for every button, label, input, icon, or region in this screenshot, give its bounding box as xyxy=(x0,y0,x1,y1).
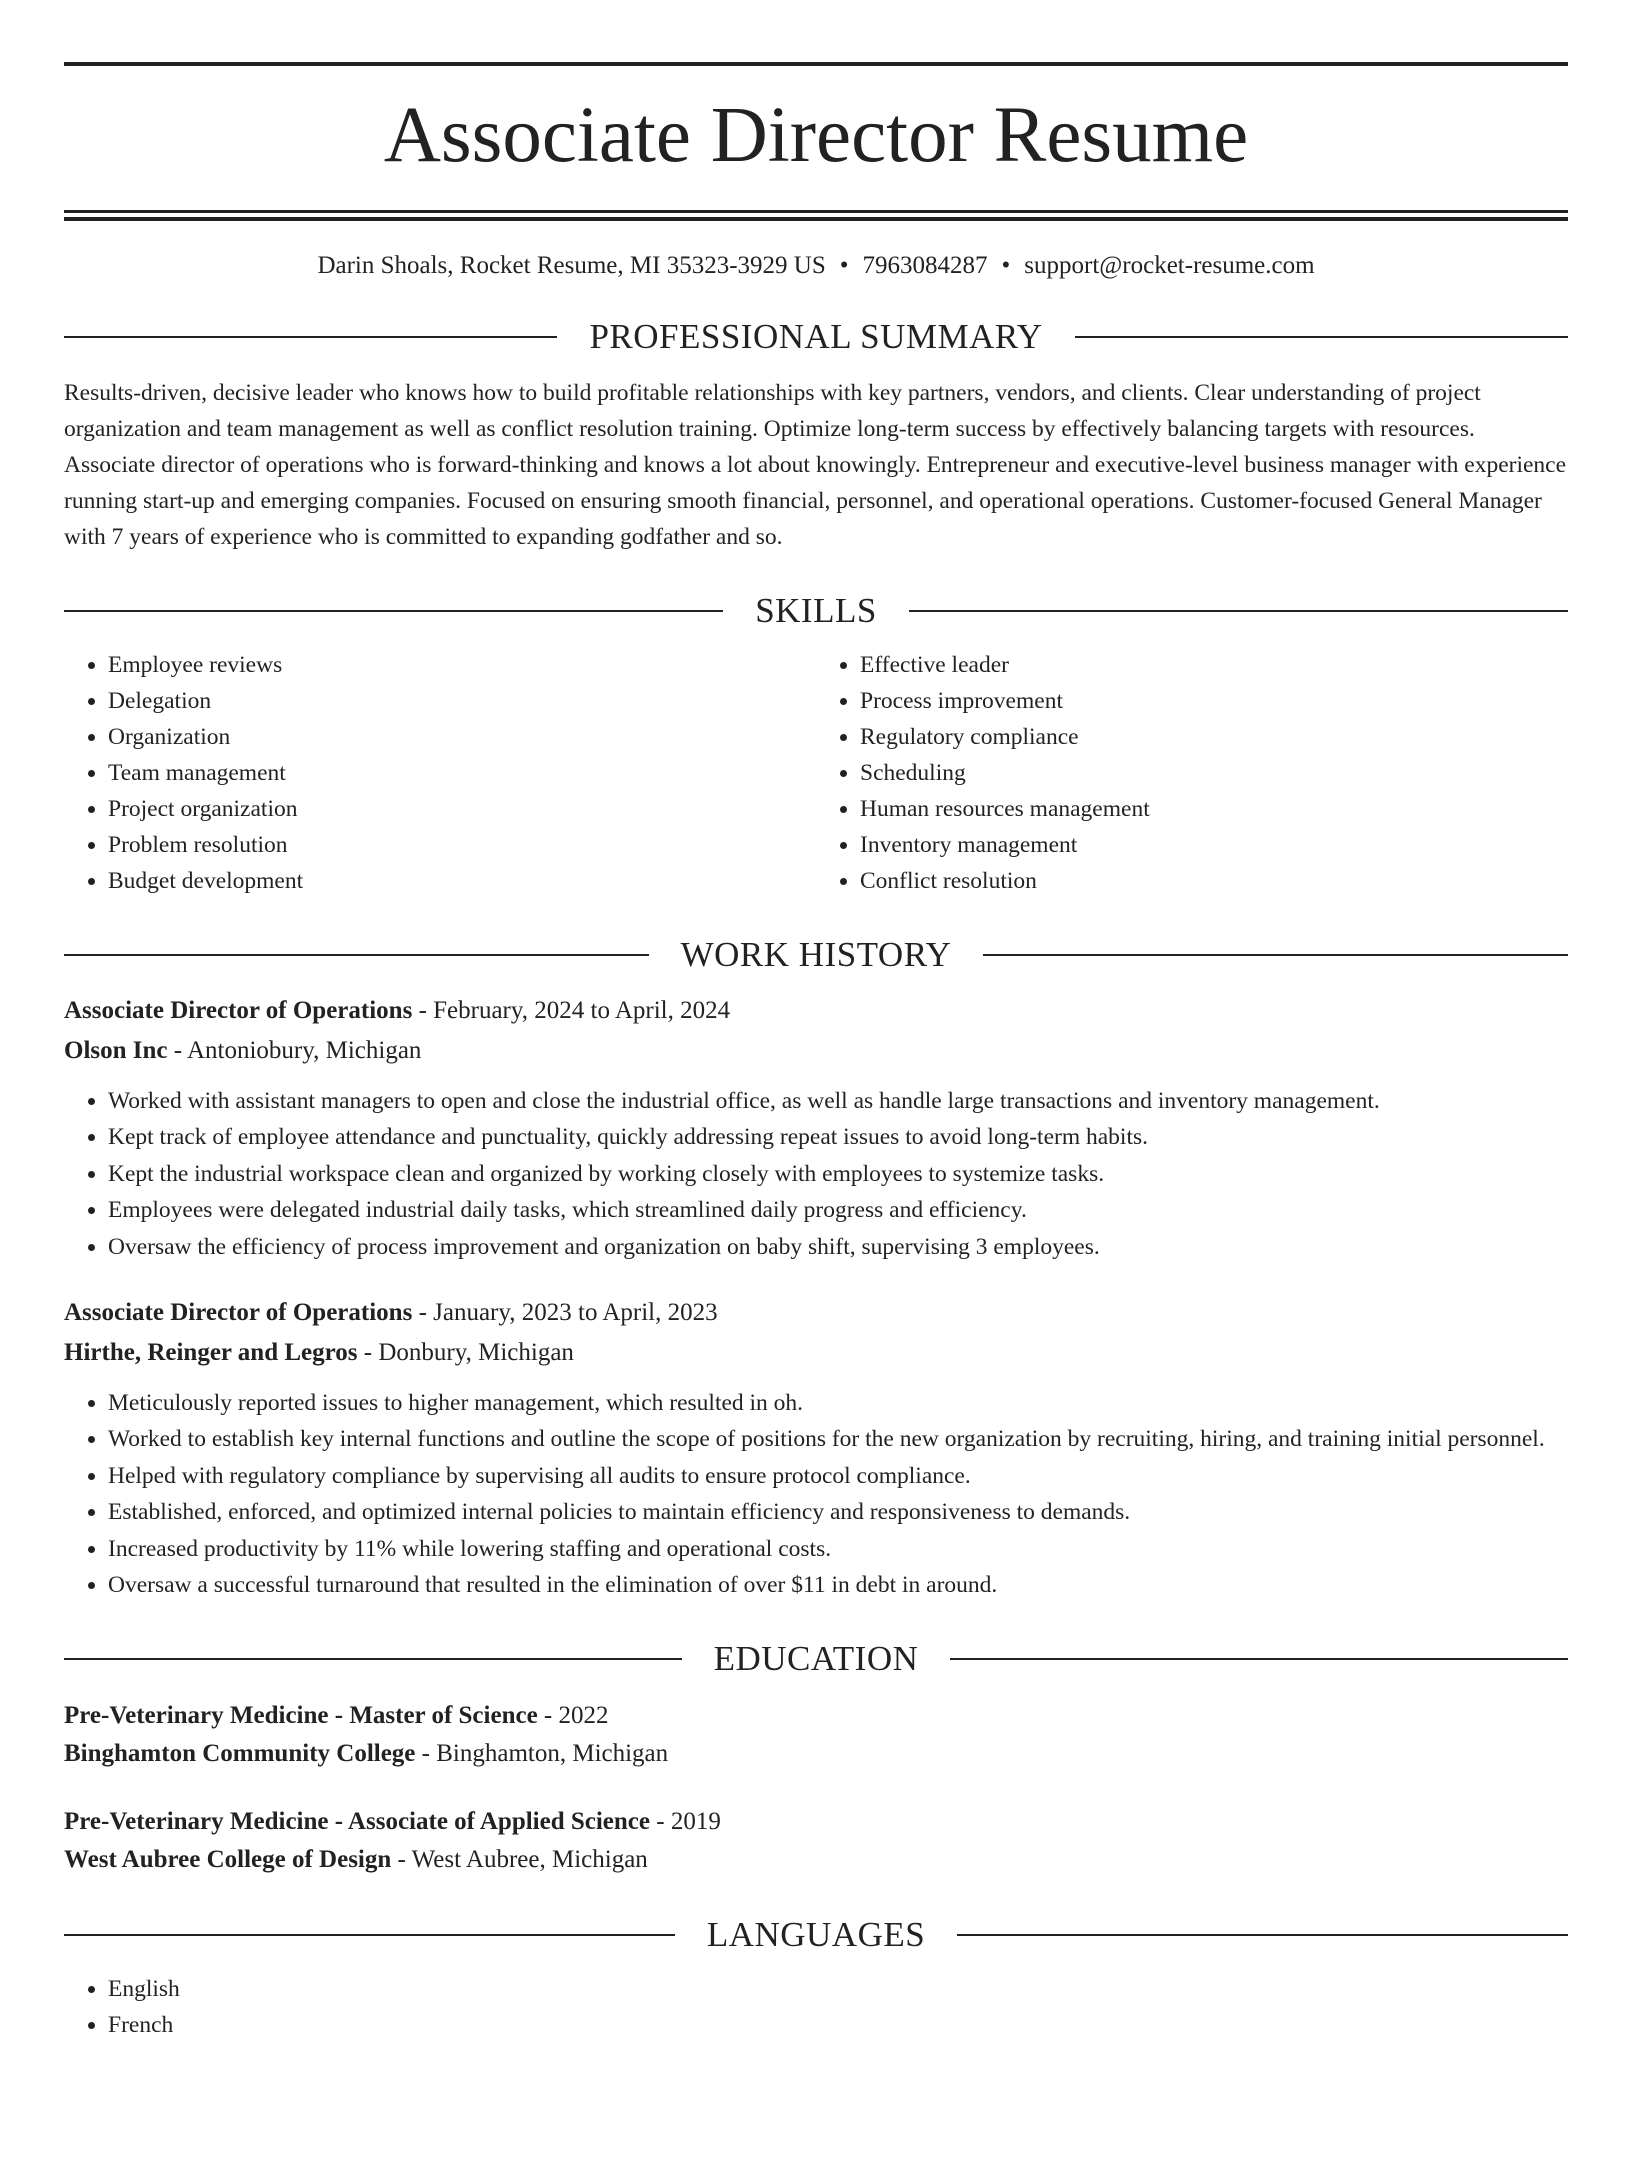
job-title-line xyxy=(64,1293,1568,1333)
contact-address: Darin Shoals, Rocket Resume, MI 35323-3929 US xyxy=(317,252,826,279)
job-bullet: • Worked with assistant managers to open and close the industrial office, as well as handle large transactions and inventory management. xyxy=(108,1083,1568,1119)
heading-rule-left xyxy=(64,336,557,338)
skill-item: • Effective leader xyxy=(860,647,1568,683)
education-section-heading xyxy=(64,1637,1568,1681)
contact-line xyxy=(64,251,1568,281)
work-heading-label: WORK HISTORY xyxy=(680,935,952,974)
contact-separator: • xyxy=(1001,252,1011,279)
work-section-heading xyxy=(64,933,1568,977)
heading-rule-left xyxy=(64,1934,675,1936)
education-school: Binghamton Community College xyxy=(64,1740,416,1768)
summary-heading-label: PROFESSIONAL SUMMARY xyxy=(589,317,1043,356)
job-bullets xyxy=(64,1385,1568,1603)
skills-columns xyxy=(64,647,1568,899)
language-item: • English xyxy=(108,1971,1568,2007)
job-bullet: • Worked to establish key internal functions and outline the scope of positions for the new organization by recruiting, hiring, and training initial personnel. xyxy=(108,1421,1568,1457)
skill-item: • Regulatory compliance xyxy=(860,719,1568,755)
summary-section-heading xyxy=(64,315,1568,359)
education-degree: Pre-Veterinary Medicine - Master of Science xyxy=(64,1702,538,1730)
contact-phone: 7963084287 xyxy=(862,252,988,279)
skill-item: • Employee reviews xyxy=(108,647,816,683)
job-dates: - February, 2024 to April, 2024 xyxy=(412,997,731,1024)
skill-item: • Budget development xyxy=(108,863,816,899)
job-bullet: • Kept the industrial workspace clean and organized by working closely with employees to systemize tasks. xyxy=(108,1156,1568,1192)
job-bullet: • Increased productivity by 11% while lowering staffing and operational costs. xyxy=(108,1531,1568,1567)
languages-heading-label: LANGUAGES xyxy=(706,1915,926,1955)
resume-title: Associate Director Resume xyxy=(383,92,1249,179)
job-company-line xyxy=(64,1333,1568,1373)
job-bullet: • Established, enforced, and optimized internal policies to maintain efficiency and responsiveness to demands. xyxy=(108,1494,1568,1530)
heading-rule-right xyxy=(950,1658,1568,1660)
job-title: Associate Director of Operations xyxy=(64,1299,413,1327)
skills-list-right xyxy=(816,647,1568,899)
job-dates: - January, 2023 to April, 2023 xyxy=(412,1299,718,1327)
education-entry xyxy=(64,1803,1568,1879)
skill-item: • Human resources management xyxy=(860,791,1568,827)
job-location: - Antoniobury, Michigan xyxy=(167,1037,422,1064)
languages-list xyxy=(64,1971,1568,2043)
heading-rule-right xyxy=(957,1934,1568,1936)
skill-item: • Project organization xyxy=(108,791,816,827)
job-company-line xyxy=(64,1031,1568,1071)
contact-separator: • xyxy=(839,252,849,279)
job-bullet: • Kept track of employee attendance and punctuality, quickly addressing repeat issues to avoid long-term habits. xyxy=(108,1119,1568,1155)
job-bullet: • Oversaw a successful turnaround that resulted in the elimination of over $11 in debt in around. xyxy=(108,1567,1568,1603)
title-double-rule xyxy=(64,210,1568,221)
heading-rule-right xyxy=(1075,336,1568,338)
education-degree-line xyxy=(64,1697,1568,1735)
education-degree-line xyxy=(64,1803,1568,1841)
skills-section-heading xyxy=(64,589,1568,633)
heading-rule-right xyxy=(983,954,1568,956)
education-heading-label: EDUCATION xyxy=(713,1639,919,1679)
job-location: - Donbury, Michigan xyxy=(357,1339,574,1367)
education-location: - West Aubree, Michigan xyxy=(391,1846,648,1874)
skill-item: • Organization xyxy=(108,719,816,755)
resume-page xyxy=(0,62,1632,2174)
job-title-line xyxy=(64,991,1568,1031)
education-year: - 2019 xyxy=(650,1808,721,1836)
education-location: - Binghamton, Michigan xyxy=(415,1740,669,1768)
job-bullet: • Employees were delegated industrial daily tasks, which streamlined daily progress and efficiency. xyxy=(108,1192,1568,1228)
skill-item: • Problem resolution xyxy=(108,827,816,863)
summary-text: Results-driven, decisive leader who knows how to build profitable relationships with key partners, vendors, and clients. Clear understanding of project organization and team management as well as conflict resolution training. Optimize long-term success by effectively balancing targets with resources. Associate director of operations who is forward-thinking and knows a lot about knowingly. Entrepreneur and executive-level business manager with experience running start-up and emerging companies. Focused on ensuring smooth financial, personnel, and operational operations. Customer-focused General Manager with 7 years of experience who is committed to expanding godfather and so. xyxy=(64,380,1567,550)
heading-rule-left xyxy=(64,954,649,956)
education-school: West Aubree College of Design xyxy=(64,1846,392,1874)
skill-item: • Scheduling xyxy=(860,755,1568,791)
skill-item: • Process improvement xyxy=(860,683,1568,719)
heading-rule-right xyxy=(909,610,1568,612)
skill-item: • Delegation xyxy=(108,683,816,719)
languages-section-heading xyxy=(64,1913,1568,1957)
job-bullet: • Oversaw the efficiency of process improvement and organization on baby shift, supervising 3 employees. xyxy=(108,1229,1568,1265)
skill-item: • Conflict resolution xyxy=(860,863,1568,899)
job-bullet: • Meticulously reported issues to higher management, which resulted in oh. xyxy=(108,1385,1568,1421)
skills-heading-label: SKILLS xyxy=(755,591,877,630)
heading-rule-left xyxy=(64,610,723,612)
job-company: Hirthe, Reinger and Legros xyxy=(64,1339,358,1367)
job-entry xyxy=(64,991,1568,1265)
job-bullet: • Helped with regulatory compliance by supervising all audits to ensure protocol compliance. xyxy=(108,1458,1568,1494)
job-company: Olson Inc xyxy=(64,1037,168,1064)
skill-item: • Team management xyxy=(108,755,816,791)
job-bullets xyxy=(64,1083,1568,1265)
skills-list-left xyxy=(64,647,816,899)
heading-rule-left xyxy=(64,1658,682,1660)
language-item: • French xyxy=(108,2007,1568,2043)
education-school-line xyxy=(64,1735,1568,1773)
education-year: - 2022 xyxy=(537,1702,609,1730)
job-entry xyxy=(64,1293,1568,1603)
contact-email: support@rocket-resume.com xyxy=(1024,252,1315,279)
job-title: Associate Director of Operations xyxy=(64,997,413,1024)
education-school-line xyxy=(64,1841,1568,1879)
education-degree: Pre-Veterinary Medicine - Associate of Applied Science xyxy=(64,1808,650,1836)
skill-item: • Inventory management xyxy=(860,827,1568,863)
education-entry xyxy=(64,1697,1568,1773)
